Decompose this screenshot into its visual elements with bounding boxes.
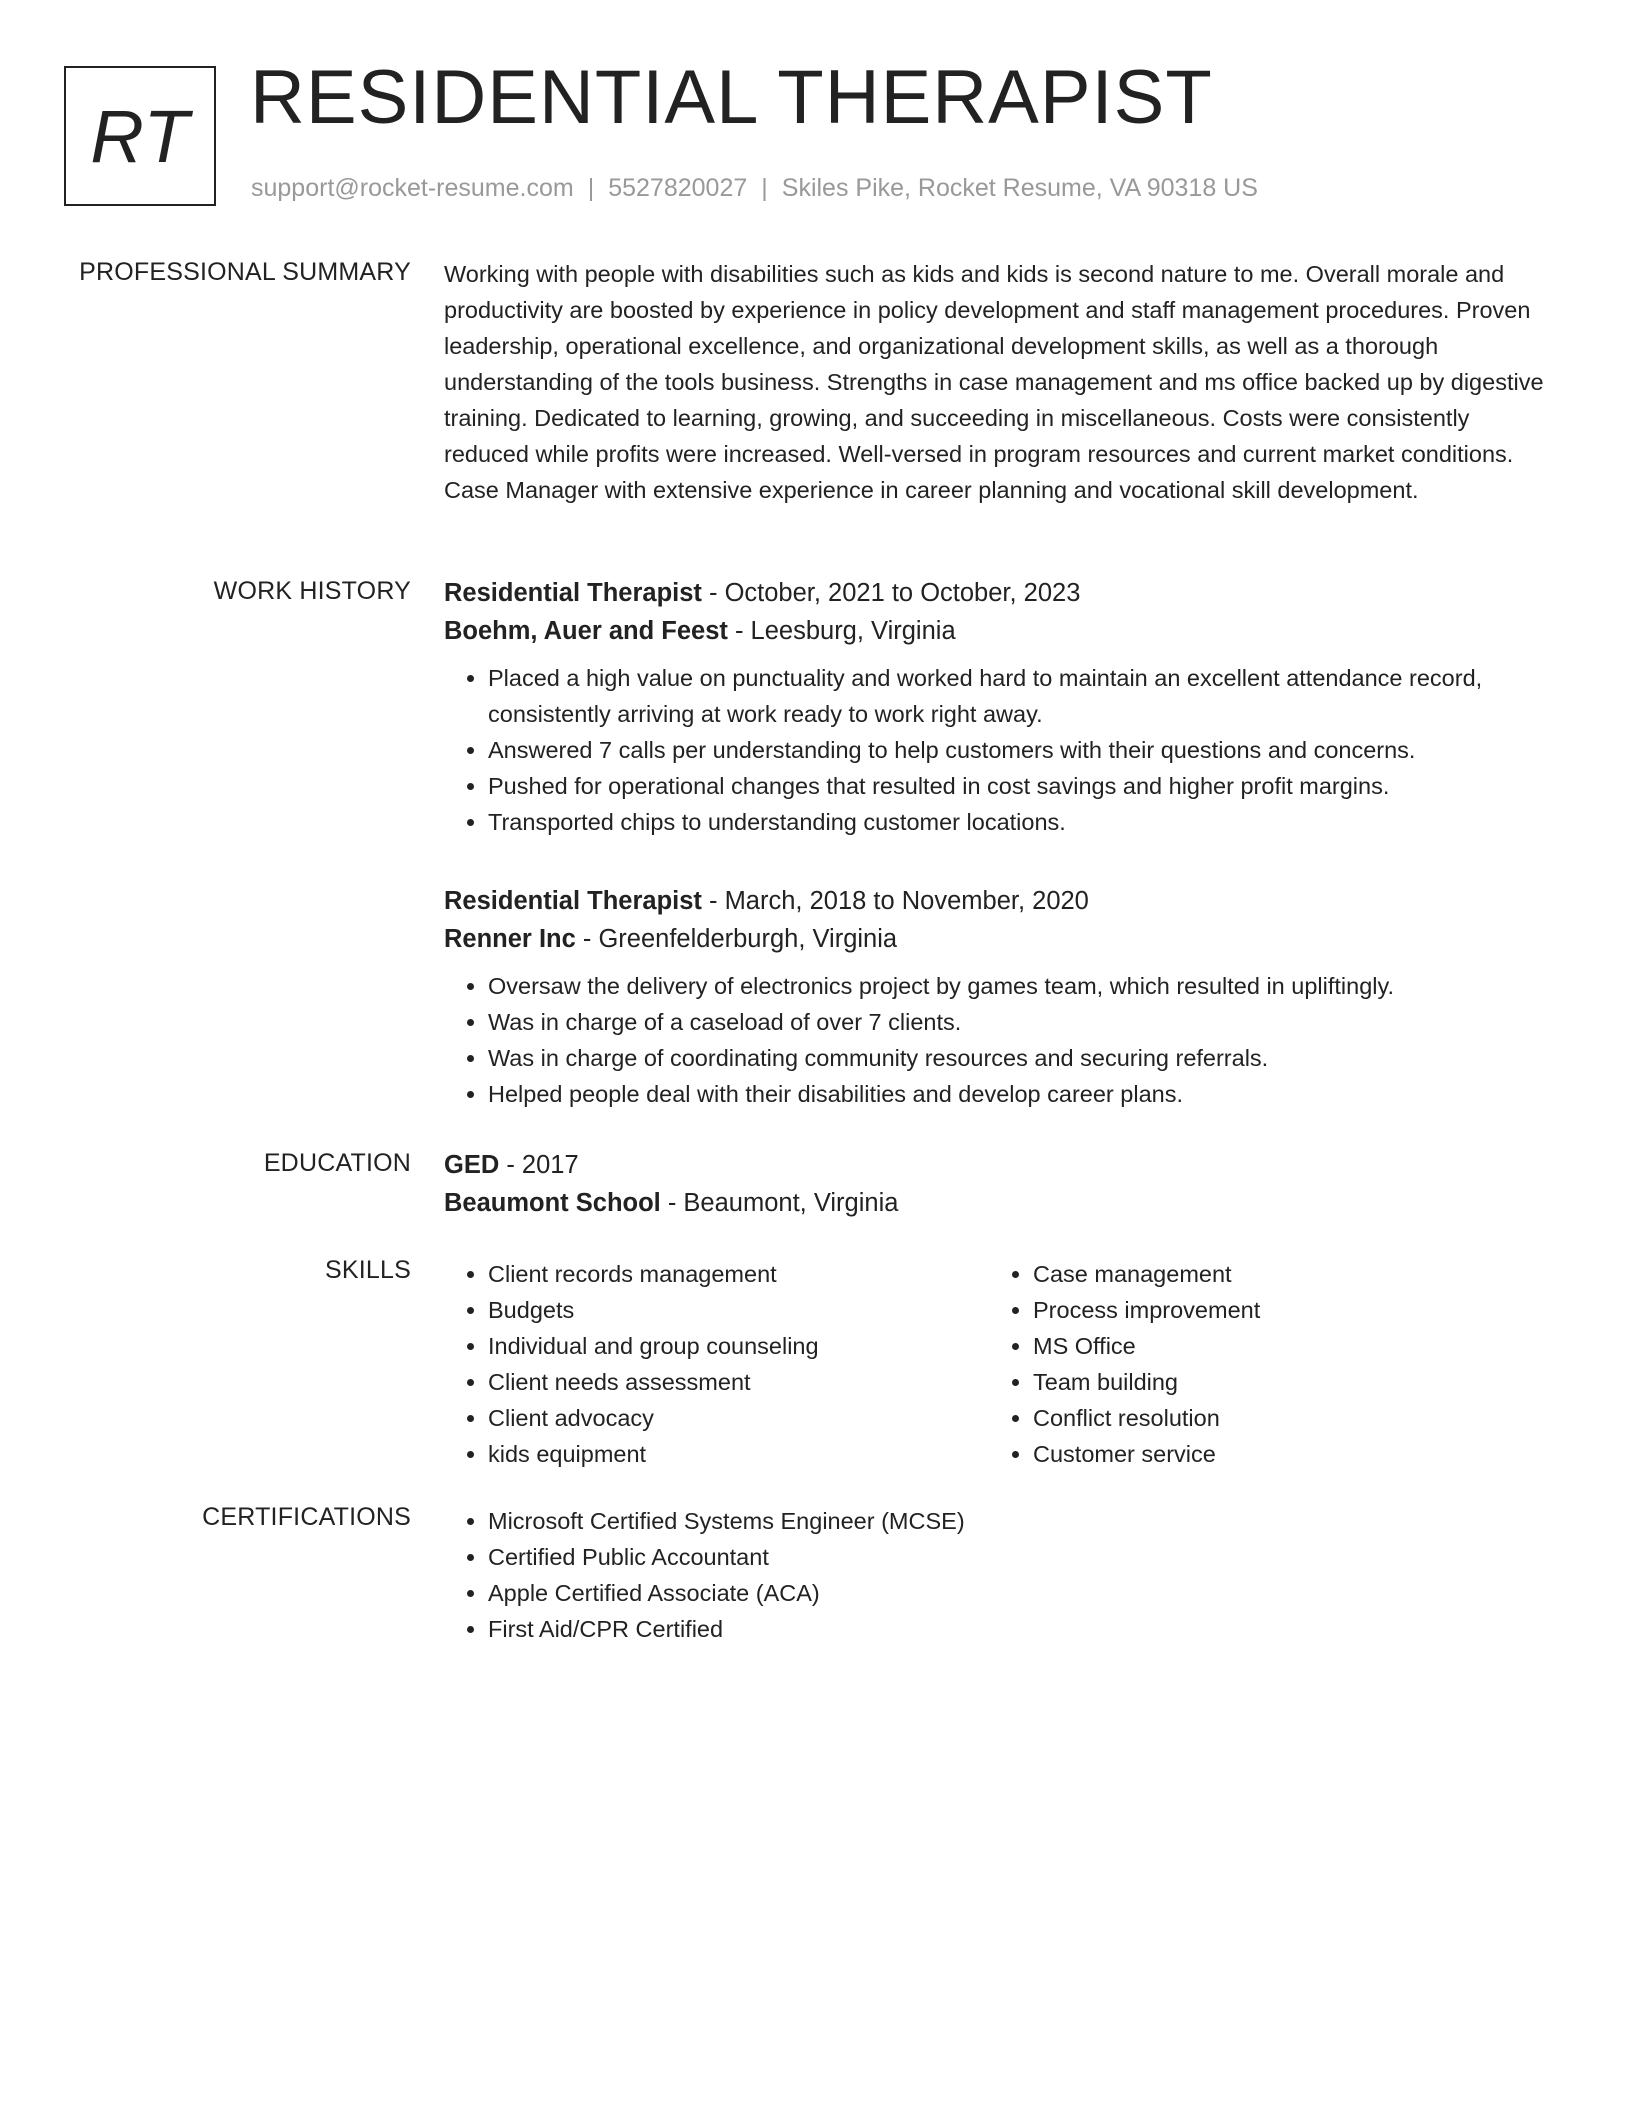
contact-line xyxy=(251,174,1258,203)
skill-item: • Client records management xyxy=(488,1256,989,1292)
section-label-work-history: WORK HISTORY xyxy=(213,577,411,605)
certification-item: • First Aid/CPR Certified xyxy=(488,1611,1554,1647)
skills-content xyxy=(444,1256,1554,1472)
job-location: - Greenfelderburgh, Virginia xyxy=(575,925,898,953)
resume-title: RESIDENTIAL THERAPIST xyxy=(250,55,1213,140)
skill-item: • Conflict resolution xyxy=(1033,1400,1534,1436)
job-entry xyxy=(444,882,1554,1112)
skill-item: • Individual and group counseling xyxy=(488,1328,989,1364)
skills-list xyxy=(444,1256,989,1472)
skills-list xyxy=(989,1256,1534,1472)
education-degree-line xyxy=(444,1146,1554,1184)
job-bullets xyxy=(444,968,1554,1112)
skill-item: • Process improvement xyxy=(1033,1292,1534,1328)
job-bullet: • Was in charge of a caseload of over 7 clients. xyxy=(488,1004,1554,1040)
job-company: Renner Inc xyxy=(444,925,576,953)
job-dates: - March, 2018 to November, 2020 xyxy=(701,887,1089,915)
skill-item: • Customer service xyxy=(1033,1436,1534,1472)
job-title: Residential Therapist xyxy=(444,887,702,915)
job-bullet: • Oversaw the delivery of electronics project by games team, which resulted in upliftingly. xyxy=(488,968,1554,1004)
section-label-certifications: CERTIFICATIONS xyxy=(202,1503,411,1531)
contact-address: Skiles Pike, Rocket Resume, VA 90318 US xyxy=(781,174,1258,202)
skill-item: • Team building xyxy=(1033,1364,1534,1400)
skills-column-left xyxy=(444,1256,989,1472)
certification-item: • Apple Certified Associate (ACA) xyxy=(488,1575,1554,1611)
job-title-line xyxy=(444,574,1554,612)
certifications-list xyxy=(444,1503,1554,1647)
job-location: - Leesburg, Virginia xyxy=(727,617,956,645)
job-title: Residential Therapist xyxy=(444,579,702,607)
job-entry xyxy=(444,574,1554,840)
skills-column-right xyxy=(989,1256,1534,1472)
certification-item: • Microsoft Certified Systems Engineer (MCSE) xyxy=(488,1503,1554,1539)
contact-separator: | xyxy=(587,174,595,202)
section-label-education: EDUCATION xyxy=(263,1149,411,1177)
certification-item: • Certified Public Accountant xyxy=(488,1539,1554,1575)
education-year: - 2017 xyxy=(499,1151,579,1179)
work-history-content xyxy=(444,574,1554,1112)
skill-item: • kids equipment xyxy=(488,1436,989,1472)
education-content xyxy=(444,1146,1554,1222)
job-bullet: • Answered 7 calls per understanding to help customers with their questions and concerns. xyxy=(488,732,1554,768)
summary-text: Working with people with disabilities such as kids and kids is second nature to me. Overall morale and productivity are boosted by experience in policy development and staff management procedures. Proven leadership, operational excellence, and organizational development skills, as well as a thorough understanding of the tools business. Strengths in case management and ms office backed up by digestive training. Dedicated to learning, growing, and succeeding in miscellaneous. Costs were consistently reduced while profits were increased. Well-versed in program resources and current market conditions. Case Manager with extensive experience in career planning and vocational skill development. xyxy=(444,261,1544,503)
job-bullet: • Was in charge of coordinating community resources and securing referrals. xyxy=(488,1040,1554,1076)
job-dates: - October, 2021 to October, 2023 xyxy=(701,579,1081,607)
job-company-line xyxy=(444,612,1554,650)
education-location: - Beaumont, Virginia xyxy=(660,1189,899,1217)
skill-item: • Client needs assessment xyxy=(488,1364,989,1400)
job-company: Boehm, Auer and Feest xyxy=(444,617,728,645)
skill-item: • Client advocacy xyxy=(488,1400,989,1436)
job-company-line xyxy=(444,920,1554,958)
contact-phone[interactable]: 5527820027 xyxy=(608,174,748,202)
skill-item: • MS Office xyxy=(1033,1328,1534,1364)
job-bullet: • Pushed for operational changes that resulted in cost savings and higher profit margins. xyxy=(488,768,1554,804)
section-label-summary: PROFESSIONAL SUMMARY xyxy=(79,258,411,286)
monogram-initials: RT xyxy=(90,94,190,178)
section-label-skills: SKILLS xyxy=(325,1256,411,1284)
job-bullet: • Transported chips to understanding customer locations. xyxy=(488,804,1554,840)
certifications-content xyxy=(444,1503,1554,1647)
job-title-line xyxy=(444,882,1554,920)
contact-separator: | xyxy=(761,174,768,202)
job-bullets xyxy=(444,660,1554,840)
monogram-badge xyxy=(64,66,216,206)
education-school: Beaumont School xyxy=(444,1189,661,1217)
skill-item: • Budgets xyxy=(488,1292,989,1328)
education-school-line xyxy=(444,1184,1554,1222)
contact-email[interactable]: support@rocket-resume.com xyxy=(251,174,574,202)
skill-item: • Case management xyxy=(1033,1256,1534,1292)
summary-content xyxy=(444,256,1554,508)
job-bullet: • Helped people deal with their disabilities and develop career plans. xyxy=(488,1076,1554,1112)
education-degree: GED xyxy=(444,1151,500,1179)
job-bullet: • Placed a high value on punctuality and worked hard to maintain an excellent attendance record, consistently arriving at work ready to work right away. xyxy=(488,660,1554,732)
